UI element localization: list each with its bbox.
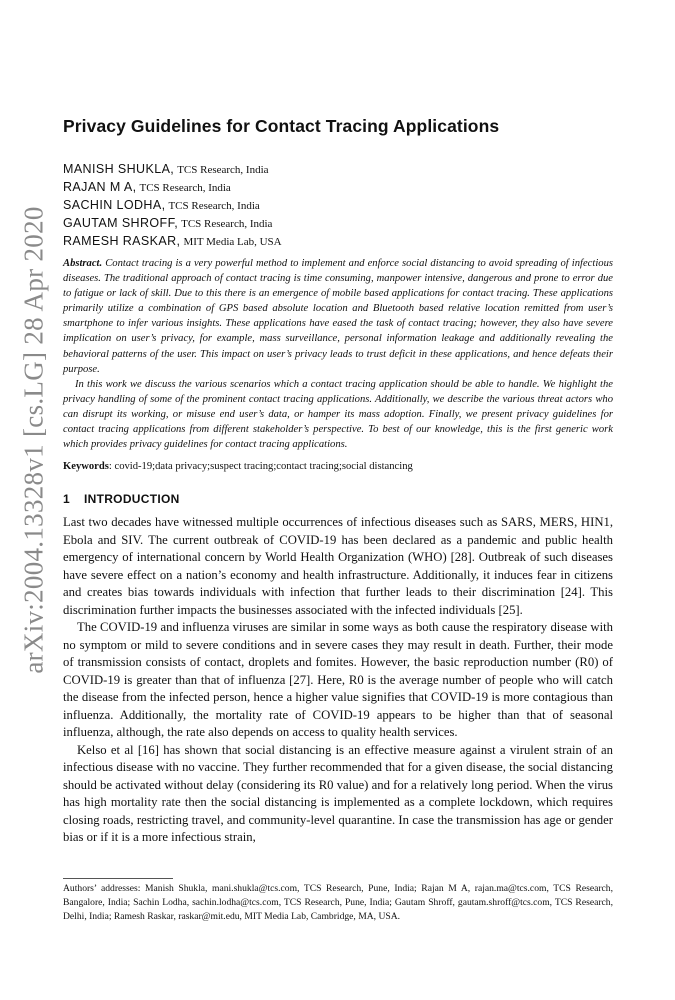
author-entry [63, 178, 282, 196]
abstract-label: Abstract. [63, 258, 103, 269]
paper-title: Privacy Guidelines for Contact Tracing Applications [63, 116, 500, 136]
author-list [63, 160, 282, 250]
section-title: INTRODUCTION [83, 492, 180, 506]
author-affiliation: TCS Research, India [139, 182, 231, 194]
body-text [63, 514, 613, 847]
arxiv-identifier: arXiv:2004.13328v1 [cs.LG] 28 Apr 2020 [18, 206, 49, 674]
abstract-paragraph: In this work we discuss the various scenarios which a contact tracing application should be able to handle. We highlight the privacy handling of some of the prominent contact tracing applications. Additionally, we describe the various threat actors who can disrupt its working, or misuse end user’s data, or hamper its mass adoption. Finally, we present privacy guidelines for contact tracing applications from different stakeholder’s perspective. To best of our knowledge, this is the first generic work which provides privacy guidelines for contact tracing applications. [63, 378, 613, 451]
body-paragraph: Kelso et al [16] has shown that social distancing is an effective measure against a virulent strain of an infectious disease with no vaccine. They further recommended that for a given disease, the social distancing should be activated without delay (considering its R0 value) and for a relatively long period. When the virus has high mortality rate then the social distancing is implemented as a complete lockdown, which requires closing roads, restricting travel, and community-level quarantine. In case the transmission has age or gender bias or if it is a more infectious strain, [63, 742, 613, 844]
body-paragraph: The COVID-19 and influenza viruses are similar in some ways as both cause the respiratory disease with no symptom or mild to severe conditions and in severe cases they may result in death. Further, their mode of transmission consists of contact, droplets and fomites. However, the basic reproduction number (R0) of COVID-19 is greater than that of influenza [27]. Here, R0 is the average number of people who will catch the disease from the infected person, hence a higher value signifies that COVID-19 is more contagious than influenza. Additionally, the mortality rate of COVID-19 appears to be higher than that of seasonal influenza, although, the rate also depends on access to quality health services. [63, 620, 613, 739]
author-affiliation: MIT Media Lab, USA [183, 236, 282, 248]
abstract [63, 256, 613, 452]
author-name: RAMESH RASKAR, [63, 234, 181, 248]
author-name: GAUTAM SHROFF, [63, 216, 179, 230]
author-name: SACHIN LODHA, [63, 198, 166, 212]
keywords-text: : covid-19;data privacy;suspect tracing;contact tracing;social distancing [108, 461, 413, 472]
arxiv-sidebar-stamp [14, 190, 54, 690]
author-name: RAJAN M A, [63, 180, 137, 194]
author-entry [63, 232, 282, 250]
author-entry [63, 214, 282, 232]
keywords [63, 461, 413, 472]
section-number: 1 [63, 492, 70, 506]
abstract-paragraph [63, 256, 613, 377]
author-affiliation: TCS Research, India [181, 218, 273, 230]
keywords-label: Keywords [63, 461, 109, 472]
author-entry [63, 160, 282, 178]
author-affiliation: TCS Research, India [177, 164, 269, 176]
footnote-rule [63, 878, 173, 879]
author-entry [63, 196, 282, 214]
author-affiliation: TCS Research, India [168, 200, 260, 212]
footnote-text: Authors’ addresses: Manish Shukla, mani.shukla@tcs.com, TCS Research, Pune, India; Rajan M A, rajan.ma@tcs.com, TCS Research, Bangalore, India; Sachin Lodha, sachin.lodha@tcs.com, TCS Research, Pune, India; Gautam Shroff, gautam.shroff@tcs.com, TCS Research, Delhi, India; Ramesh Raskar, raskar@mit.edu, MIT Media Lab, Cambridge, MA, USA. [63, 883, 613, 923]
body-paragraph: Last two decades have witnessed multiple occurrences of infectious diseases such as SARS, MERS, HIN1, Ebola and SIV. The current outbreak of COVID-19 has been declared as a pandemic and public health emergency of international concern by World Health Organization (WHO) [28]. Outbreak of such diseases have severe effect on a nation’s economy and health infrastructure. Additionally, it induces fear in citizens and creates bias towards individuals with infection that further leads to their discrimination [24]. This discrimination further impacts the businesses associated with the infected individuals [25]. [63, 515, 613, 617]
author-name: MANISH SHUKLA, [63, 162, 175, 176]
section-heading [63, 492, 180, 506]
authors-addresses-footnote [63, 882, 613, 925]
abstract-text: Contact tracing is a very powerful method to implement and enforce social distancing to avoid spreading of infectious diseases. The traditional approach of contact tracing is time consuming, manpower intensive, dangerous and prone to error due to fatigue or lack of skill. Due to this there is an emergence of mobile based applications for contact tracing. These applications primarily utilize a combination of GPS based absolute location and Bluetooth based relative location remitted from user’s smartphone to infer various insights. These applications have eased the task of contact tracing; however, they also have severe implication on user’s privacy, for example, mass surveillance, personal information leakage and additionally revealing the behavioral patterns of the user. This impact on user’s privacy leads to trust deficit in these applications, and hence defeats their purpose. [63, 258, 613, 375]
